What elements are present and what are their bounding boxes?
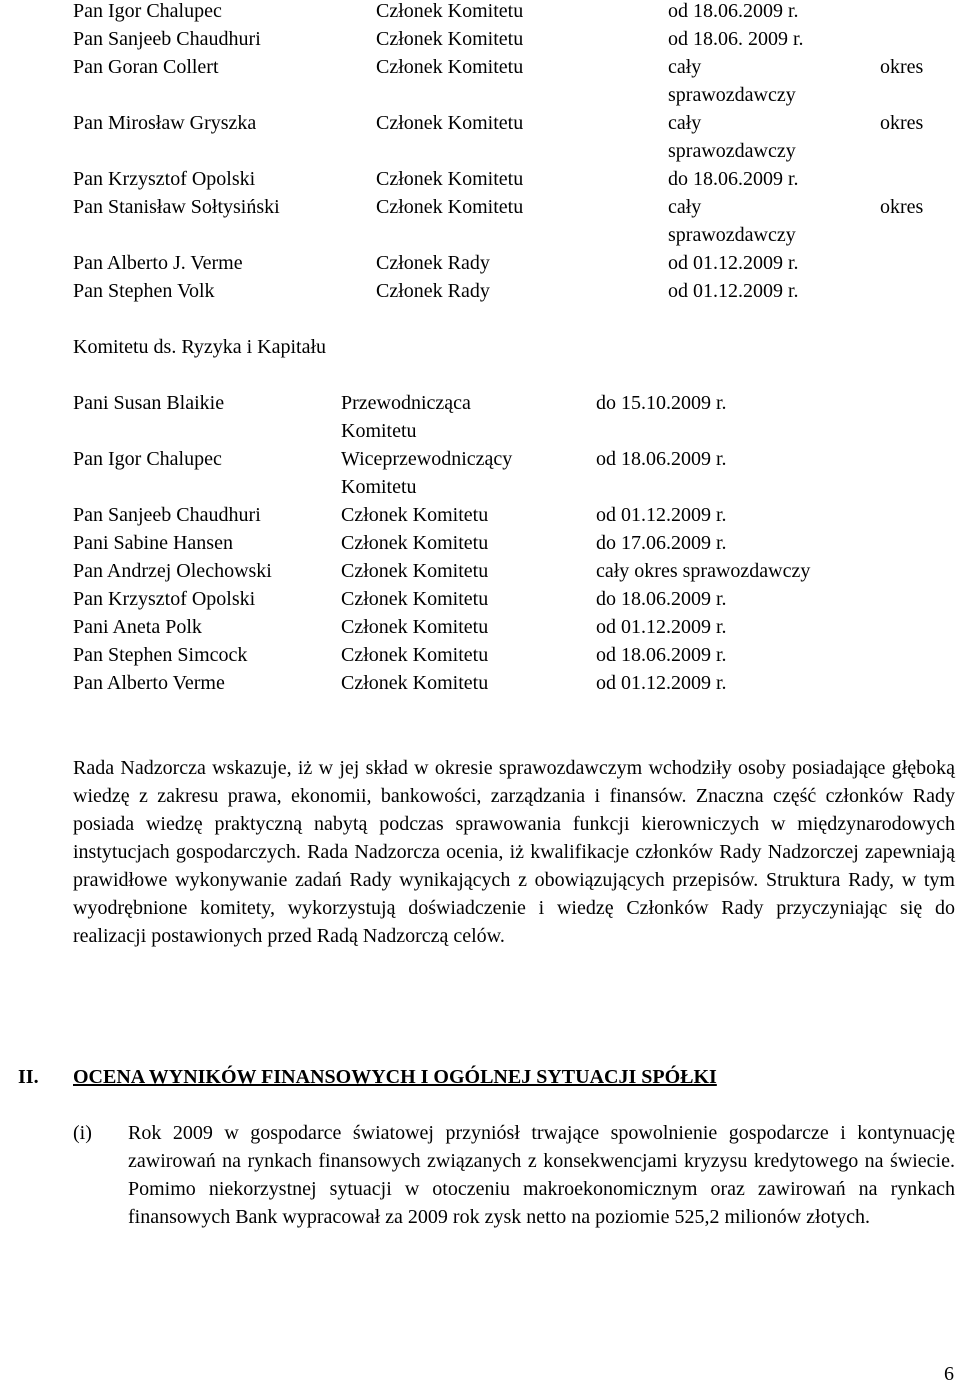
member-name: Pan Goran Collert (73, 56, 219, 78)
member-name: Pan Mirosław Gryszka (73, 112, 257, 134)
table-row (0, 249, 960, 277)
member-role: Członek Komitetu (376, 56, 524, 78)
member-period-cont: sprawozdawczy (668, 140, 796, 162)
member-period: cały (668, 196, 702, 218)
member-name: Pan Alberto J. Verme (73, 252, 243, 274)
page-number: 6 (944, 1363, 954, 1385)
member-period: od 01.12.2009 r. (668, 280, 799, 302)
member-period: do 17.06.2009 r. (596, 532, 727, 554)
table-row-cont (0, 81, 960, 109)
member-period: od 01.12.2009 r. (668, 252, 799, 274)
member-name: Pan Krzysztof Opolski (73, 588, 256, 610)
board-assessment-paragraph: Rada Nadzorcza wskazuje, iż w jej skład w okresie sprawozdawczym wchodziły osoby posiadające głęboką wiedzę z zakresu prawa, ekonomii, bankowości, zarządzania i finansów. Znaczna część członków Rady posiada wiedzę praktyczną nabytą podczas sprawowania funkcji kierowniczych w międzynarodowych instytucjach gospodarczych. Rada Nadzorcza ocenia, iż kwalifikacje członków Rady Nadzorczej zapewniają prawidłowe wykonywanie zadań Rady wynikających z obowiązujących przepisów. Struktura Rady, w tym wyodrębnione komitety, wykorzystują doświadczenie i wiedzę Członków Rady przyczyniając się do realizacji postawionych przed Radą Nadzorczą celów. (73, 757, 955, 947)
table-row-cont (0, 417, 960, 445)
table-row (0, 641, 960, 669)
member-role: Członek Komitetu (376, 112, 524, 134)
member-period: cały (668, 112, 702, 134)
member-period: od 01.12.2009 r. (596, 672, 727, 694)
member-period-end: okres (880, 112, 924, 134)
item-text: Rok 2009 w gospodarce światowej przyniósł trwające spowolnienie gospodarcze i kontynuację zawirowań na rynkach finansowych związanych z konsekwencjami kryzysu kredytowego na świecie. Pomimo niekorzystnej sytuacji w otoczeniu makroekonomicznym oraz zawirowań na rynkach finansowych Bank wypracował za 2009 rok zysk netto na poziomie 525,2 milionów złotych. (128, 1122, 955, 1228)
member-name: Pan Sanjeeb Chaudhuri (73, 28, 261, 50)
table-row-cont (0, 473, 960, 501)
table-row (0, 529, 960, 557)
member-name: Pan Stephen Simcock (73, 644, 248, 666)
member-role: Członek Komitetu (341, 588, 489, 610)
member-role: Członek Komitetu (341, 532, 489, 554)
table-row (0, 501, 960, 529)
member-role: Członek Komitetu (376, 0, 524, 22)
table-row (0, 277, 960, 305)
member-period: od 01.12.2009 r. (596, 616, 727, 638)
table-row (0, 109, 960, 137)
committee-title: Komitetu ds. Ryzyka i Kapitału (73, 336, 327, 358)
table-row-cont (0, 221, 960, 249)
member-role: Członek Komitetu (341, 644, 489, 666)
section-number: II. (18, 1066, 39, 1088)
member-period: do 15.10.2009 r. (596, 392, 727, 414)
item-label: (i) (73, 1122, 92, 1144)
member-role: Członek Komitetu (341, 504, 489, 526)
member-role-cont: Komitetu (341, 420, 417, 442)
table-row (0, 613, 960, 641)
member-role: Członek Rady (376, 252, 490, 274)
member-period: od 01.12.2009 r. (596, 504, 727, 526)
table-row (0, 585, 960, 613)
member-name: Pan Stephen Volk (73, 280, 215, 302)
member-role: Członek Komitetu (376, 28, 524, 50)
member-period: od 18.06.2009 r. (596, 644, 727, 666)
member-role-cont: Komitetu (341, 476, 417, 498)
table-row (0, 0, 960, 25)
member-period: od 18.06. 2009 r. (668, 28, 804, 50)
table-row (0, 53, 960, 81)
member-role: Członek Komitetu (376, 196, 524, 218)
member-role: Członek Komitetu (341, 616, 489, 638)
member-name: Pani Sabine Hansen (73, 532, 233, 554)
member-role: Wiceprzewodniczący (341, 448, 513, 470)
member-name: Pan Stanisław Sołtysiński (73, 196, 280, 218)
member-period: cały okres sprawozdawczy (596, 560, 811, 582)
member-name: Pan Sanjeeb Chaudhuri (73, 504, 261, 526)
table-row (0, 445, 960, 473)
member-period-end: okres (880, 196, 924, 218)
member-role: Członek Komitetu (341, 672, 489, 694)
table-row-cont (0, 137, 960, 165)
member-name: Pan Alberto Verme (73, 672, 225, 694)
member-role: Członek Rady (376, 280, 490, 302)
member-role: Przewodnicząca (341, 392, 471, 414)
member-name: Pani Susan Blaikie (73, 392, 225, 414)
member-period-cont: sprawozdawczy (668, 224, 796, 246)
member-role: Członek Komitetu (376, 168, 524, 190)
member-period: cały (668, 56, 702, 78)
member-period: od 18.06.2009 r. (596, 448, 727, 470)
member-name: Pani Aneta Polk (73, 616, 202, 638)
member-name: Pan Igor Chalupec (73, 0, 222, 22)
table-row (0, 165, 960, 193)
table-row (0, 557, 960, 585)
table-row (0, 389, 960, 417)
table-row (0, 193, 960, 221)
member-period: od 18.06.2009 r. (668, 0, 799, 22)
member-role: Członek Komitetu (341, 560, 489, 582)
table-row (0, 669, 960, 697)
member-name: Pan Krzysztof Opolski (73, 168, 256, 190)
member-name: Pan Andrzej Olechowski (73, 560, 272, 582)
table-row (0, 25, 960, 53)
member-period-cont: sprawozdawczy (668, 84, 796, 106)
member-period-end: okres (880, 56, 924, 78)
member-period: do 18.06.2009 r. (668, 168, 799, 190)
member-period: do 18.06.2009 r. (596, 588, 727, 610)
section-title: OCENA WYNIKÓW FINANSOWYCH I OGÓLNEJ SYTUACJI SPÓŁKI (73, 1066, 717, 1088)
member-name: Pan Igor Chalupec (73, 448, 222, 470)
